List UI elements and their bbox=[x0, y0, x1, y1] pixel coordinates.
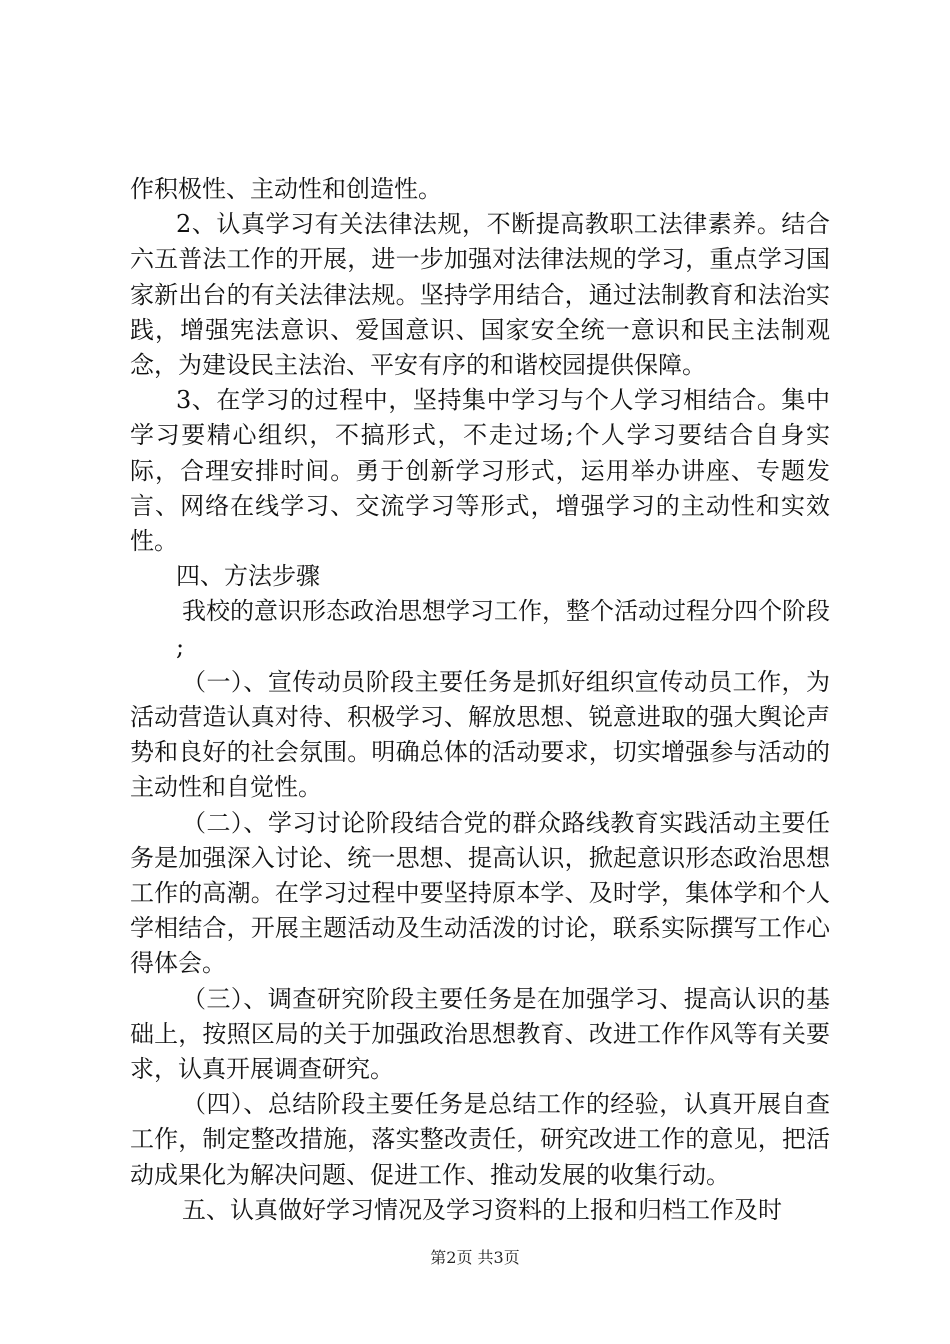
paragraph: （二）、学习讨论阶段结合党的群众路线教育实践活动主要任务是加强深入讨论、统一思想、提高认识，掀起意识形态政治思想工作的高潮。在学习过程中要坚持原本学、及时学，集体学和个人学相结合，开展主题活动及生动活泼的讨论，联系实际撰写工作心得体会。 bbox=[130, 808, 830, 978]
paragraph: 2、认真学习有关法律法规，不断提高教职工法律素养。结合六五普法工作的开展，进一步加强对法律法规的学习，重点学习国家新出台的有关法律法规。坚持学用结合，通过法制教育和法治实践，增强宪法意识、爱国意识、国家安全统一意识和民主法制观念，为建设民主法治、平安有序的和谐校园提供保障。 bbox=[130, 210, 830, 380]
paragraph: 我校的意识形态政治思想学习工作，整个活动过程分四个阶段 bbox=[182, 597, 830, 626]
paragraph: （一）、宣传动员阶段主要任务是抓好组织宣传动员工作，为活动营造认真对待、积极学习、解放思想、锐意进取的强大舆论声势和良好的社会氛围。明确总体的活动要求，切实增强参与活动的主动性和自觉性。 bbox=[130, 667, 830, 802]
paragraph: （四）、总结阶段主要任务是总结工作的经验，认真开展自查工作，制定整改措施，落实整改责任，研究改进工作的意见，把活动成果化为解决问题、促进工作、推动发展的收集行动。 bbox=[130, 1090, 830, 1189]
section-heading: 四、方法步骤 bbox=[176, 562, 320, 591]
paragraph: ; bbox=[176, 632, 185, 661]
document-body bbox=[130, 172, 830, 1228]
paragraph: 五、认真做好学习情况及学习资料的上报和归档工作及时 bbox=[182, 1195, 782, 1224]
paragraph: 3、在学习的过程中，坚持集中学习与个人学习相结合。集中学习要精心组织，不搞形式，不走过场;个人学习要结合自身实际，合理安排时间。勇于创新学习形式，运用举办讲座、专题发言、网络在线学习、交流学习等形式，增强学习的主动性和实效性。 bbox=[130, 386, 830, 556]
page-number-footer: 第2页 共3页 bbox=[430, 1248, 520, 1267]
paragraph: 作积极性、主动性和创造性。 bbox=[130, 175, 442, 203]
paragraph: （三）、调查研究阶段主要任务是在加强学习、提高认识的基础上，按照区局的关于加强政治思想教育、改进工作作风等有关要求，认真开展调查研究。 bbox=[130, 984, 830, 1084]
